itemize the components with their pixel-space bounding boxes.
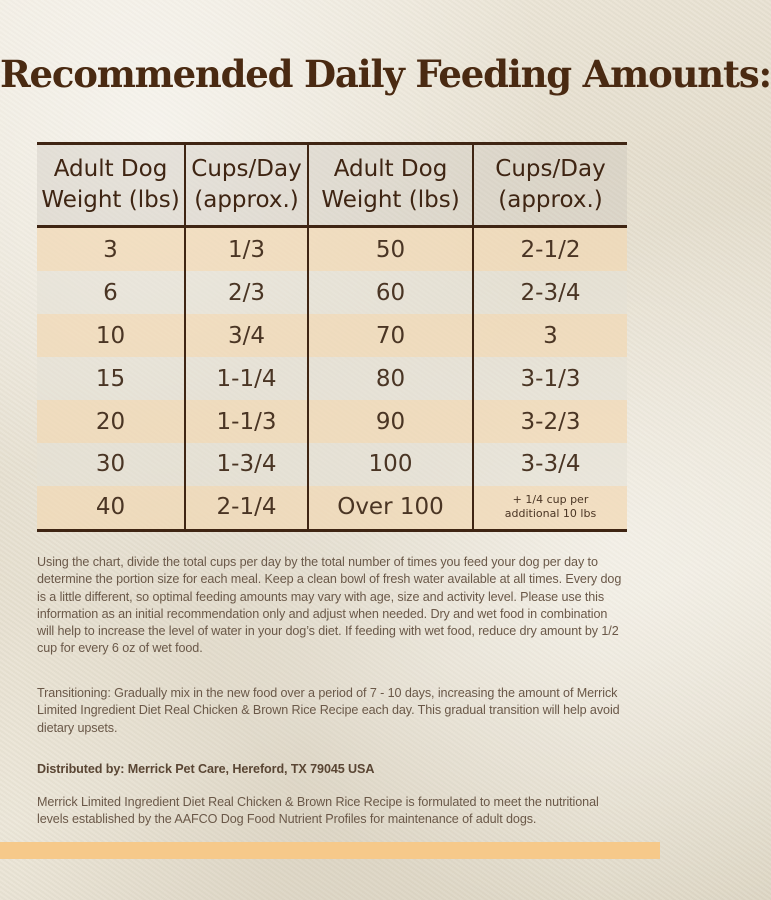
transition-paragraph: Transitioning: Gradually mix in the new food over a period of 7 - 10 days, increasing the amount of Merrick Limited Ingredient Diet Real Chicken & Brown Rice Recipe each day. This gradual transition will help avoid dietary upsets. <box>37 686 620 735</box>
table-row <box>37 271 627 314</box>
table-cell: 1/3 <box>185 227 308 272</box>
table-row <box>37 443 627 486</box>
table-header-row <box>37 145 627 227</box>
note-line: additional 10 lbs <box>504 507 597 521</box>
table-cell: 2-1/2 <box>473 227 627 272</box>
table-cell: 2-1/4 <box>185 486 308 529</box>
table-row <box>37 357 627 400</box>
table-cell: 3-1/3 <box>473 357 627 400</box>
header-weight-right: Adult Dog Weight (lbs) <box>308 145 473 227</box>
over-100-note <box>473 486 627 529</box>
table-cell: 70 <box>308 314 473 357</box>
table-cell: 1-1/4 <box>185 357 308 400</box>
header-cups-left: Cups/Day (approx.) <box>185 145 308 227</box>
page-title: Recommended Daily Feeding Amounts: <box>0 52 771 96</box>
table-row <box>37 486 627 529</box>
table-row <box>37 400 627 443</box>
table-cell: 1-1/3 <box>185 400 308 443</box>
table-cell: 3-3/4 <box>473 443 627 486</box>
table-cell: 10 <box>37 314 185 357</box>
table-cell: Over 100 <box>308 486 473 529</box>
feeding-table <box>37 142 627 532</box>
table-cell: 2-3/4 <box>473 271 627 314</box>
table-cell: 3/4 <box>185 314 308 357</box>
table-cell: 60 <box>308 271 473 314</box>
table-cell: 2/3 <box>185 271 308 314</box>
table-cell: 20 <box>37 400 185 443</box>
aafco-statement: Merrick Limited Ingredient Diet Real Chicken & Brown Rice Recipe is formulated to meet the nutritional levels established by the AAFCO Dog Food Nutrient Profiles for maintenance of adult dogs. <box>37 795 599 827</box>
table-cell: 40 <box>37 486 185 529</box>
table-cell: 100 <box>308 443 473 486</box>
table-cell: 15 <box>37 357 185 400</box>
table-cell: 30 <box>37 443 185 486</box>
table-cell: 1-3/4 <box>185 443 308 486</box>
table-cell: 80 <box>308 357 473 400</box>
table-row <box>37 227 627 272</box>
table-cell: 3 <box>37 227 185 272</box>
table-cell: 6 <box>37 271 185 314</box>
header-cups-right: Cups/Day (approx.) <box>473 145 627 227</box>
table-row <box>37 314 627 357</box>
header-weight-left: Adult Dog Weight (lbs) <box>37 145 185 227</box>
usage-paragraph: Using the chart, divide the total cups per day by the total number of times you feed your dog per day to determine the portion size for each meal. Keep a clean bowl of fresh water available at all times. Every dog is a little different, so optimal feeding amounts may vary with age, size and activity level. Please use this information as an initial recommendation only and adjust when needed. Dry and wet food in combination will help to increase the level of water in your dog’s diet. If feeding with wet food, reduce dry amount by 1/2 cup for every 6 oz of wet food. <box>37 555 622 656</box>
bottom-color-band <box>0 842 660 859</box>
distributor-line: Distributed by: Merrick Pet Care, Hereford, TX 79045 USA <box>37 762 375 776</box>
table-cell: 50 <box>308 227 473 272</box>
table-cell: 90 <box>308 400 473 443</box>
table-cell: 3-2/3 <box>473 400 627 443</box>
note-line: + 1/4 cup per <box>512 493 589 507</box>
table-cell: 3 <box>473 314 627 357</box>
